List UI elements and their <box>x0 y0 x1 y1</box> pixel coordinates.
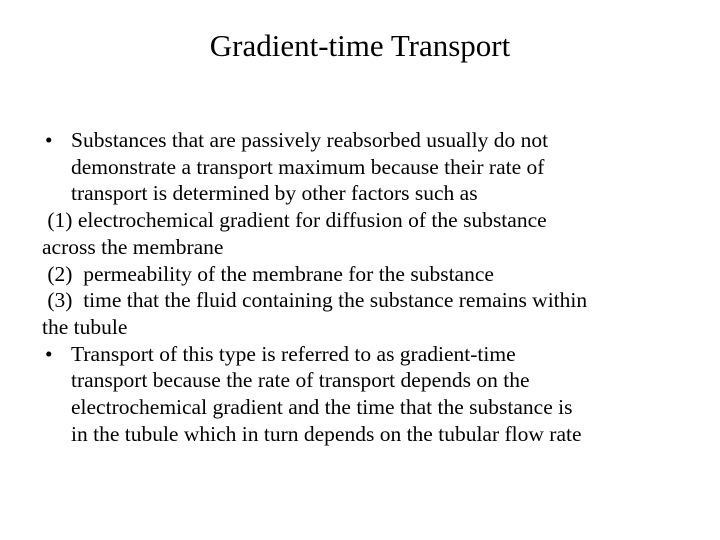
bullet-item <box>42 127 702 207</box>
factor-line: (3) time that the fluid containing the substance remains within <box>42 288 588 313</box>
factor-item <box>42 287 702 340</box>
slide-body <box>42 127 702 447</box>
bullet-line: Substances that are passively reabsorbed usually do not <box>71 128 549 152</box>
bullet-line: electrochemical gradient and the time that the substance is <box>71 395 573 420</box>
factor-line: the tubule <box>42 314 128 339</box>
bullet-line: transport because the rate of transport depends on the <box>71 368 530 393</box>
factor-line: (2) permeability of the membrane for the substance <box>42 261 494 286</box>
slide-title: Gradient-time Transport <box>209 28 511 63</box>
factor-item <box>42 261 702 288</box>
bullet-line: in the tubule which in turn depends on the tubular flow rate <box>71 421 582 446</box>
bullet-line: Transport of this type is referred to as gradient-time <box>71 341 516 366</box>
factor-line: across the membrane <box>42 234 224 259</box>
bullet-item <box>42 341 702 448</box>
bullet-line: transport is determined by other factors such as <box>71 181 478 206</box>
factor-line: (1) electrochemical gradient for diffusion of the substance <box>42 208 547 233</box>
bullet-line: demonstrate a transport maximum because their rate of <box>71 154 545 179</box>
bullet-dot-icon: • <box>45 128 53 152</box>
factor-item <box>42 207 702 260</box>
bullet-dot-icon: • <box>45 341 53 366</box>
